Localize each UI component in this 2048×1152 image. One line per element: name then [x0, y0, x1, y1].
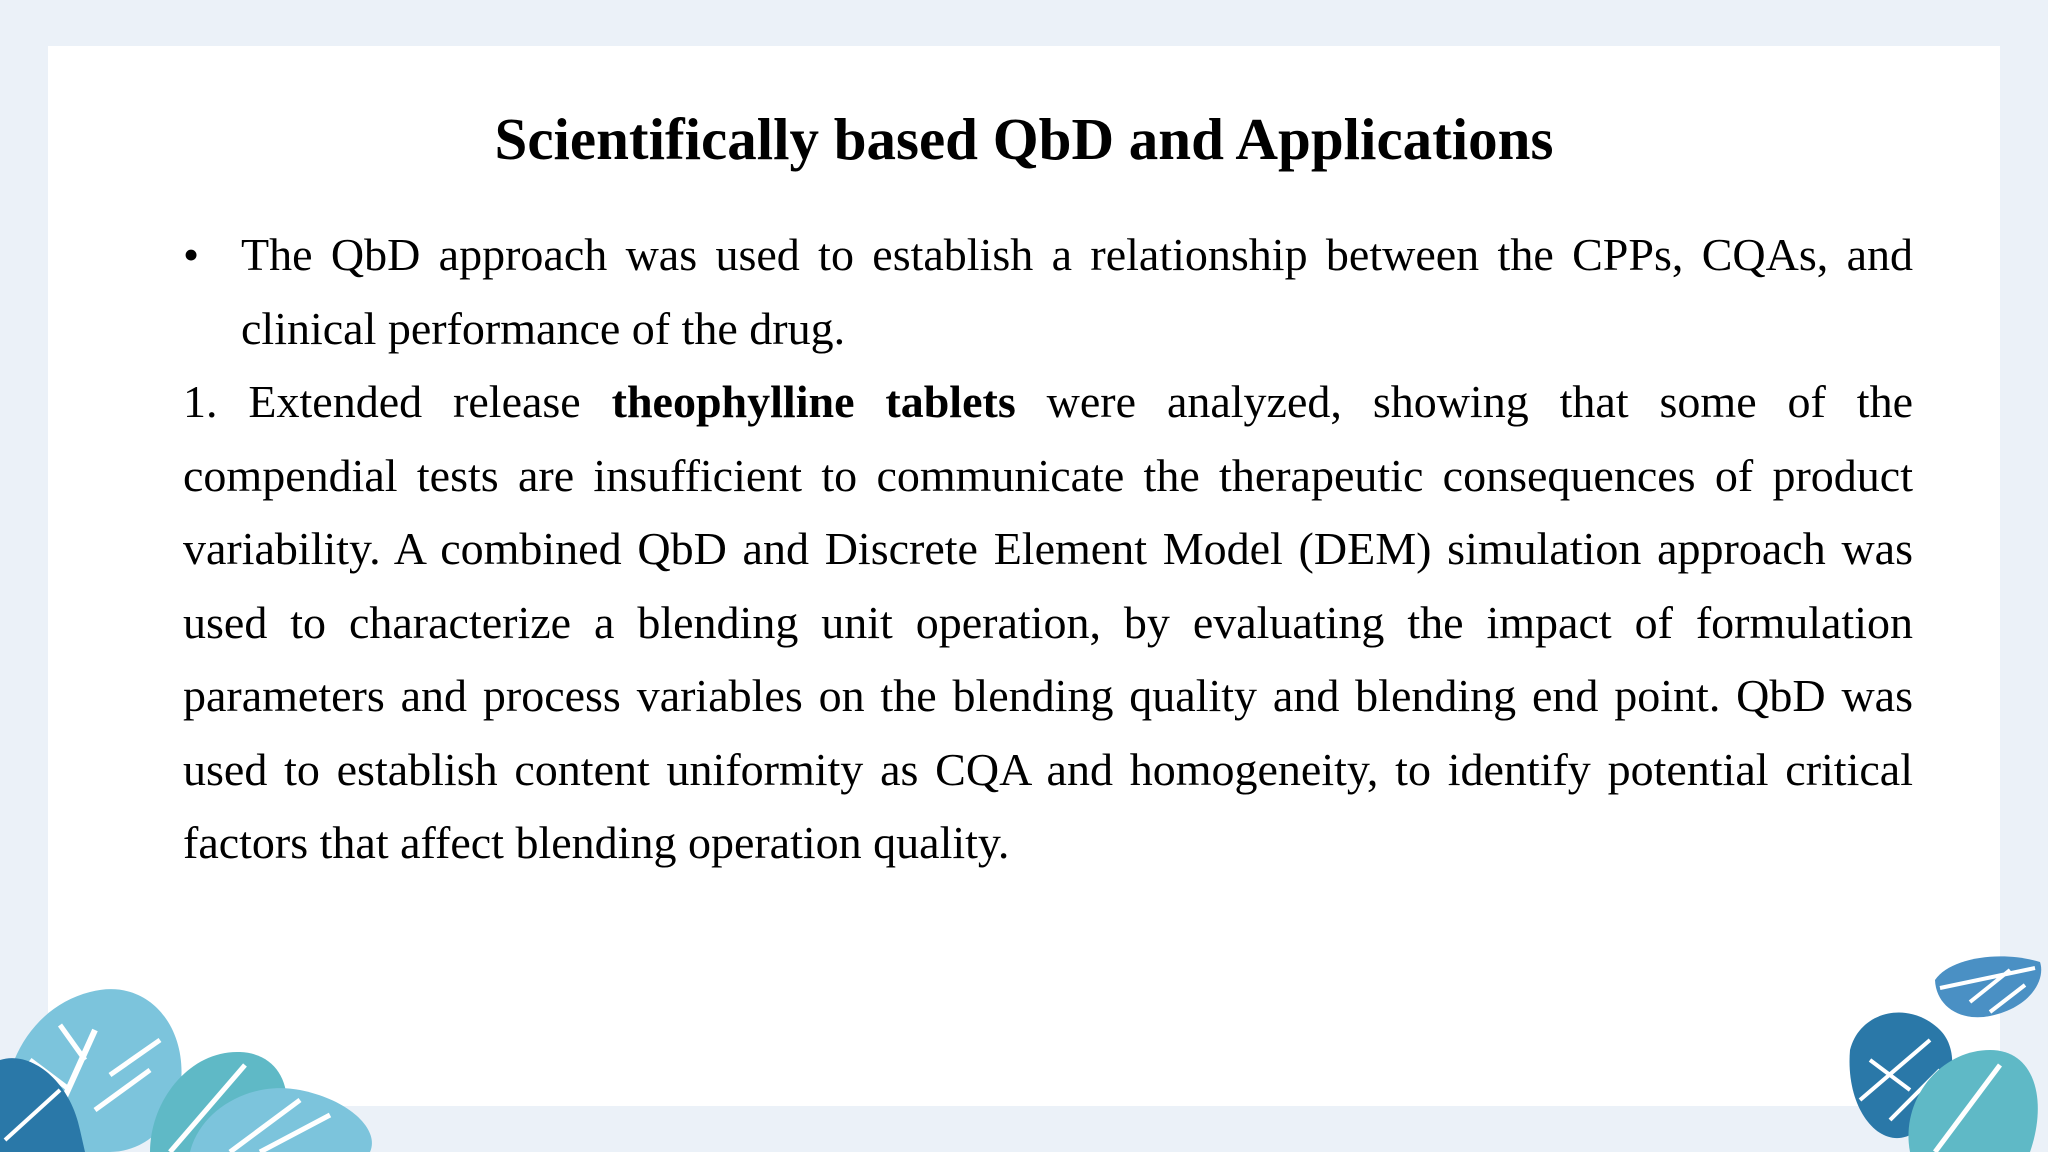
- slide-title: Scientifically based QbD and Applications: [494, 106, 1554, 172]
- paragraph-bold-term: theophylline tablets: [611, 376, 1016, 427]
- bullet-item: [183, 218, 1913, 365]
- paragraph-rest: were analyzed, showing that some of the compendial tests are insufficient to communicate the therapeutic consequences of product variability. A combined QbD and Discrete Element Model (DEM) simulation approach was used to characterize a blending unit operation, by evaluating the impact of formulation parameters and process variables on the blending quality and blending end point. QbD was used to establish content uniformity as CQA and homogeneity, to identify potential critical factors that affect blending operation quality.: [183, 376, 1913, 868]
- slide-panel: [48, 46, 2000, 1106]
- bullet-symbol: •: [183, 229, 200, 280]
- slide-body: [183, 218, 1913, 880]
- numbered-paragraph-1: [183, 365, 1913, 880]
- paragraph-prefix: 1. Extended release: [183, 376, 612, 427]
- bullet-text: The QbD approach was used to establish a relationship between the CPPs, CQAs, and clinical performance of the drug.: [241, 229, 1913, 354]
